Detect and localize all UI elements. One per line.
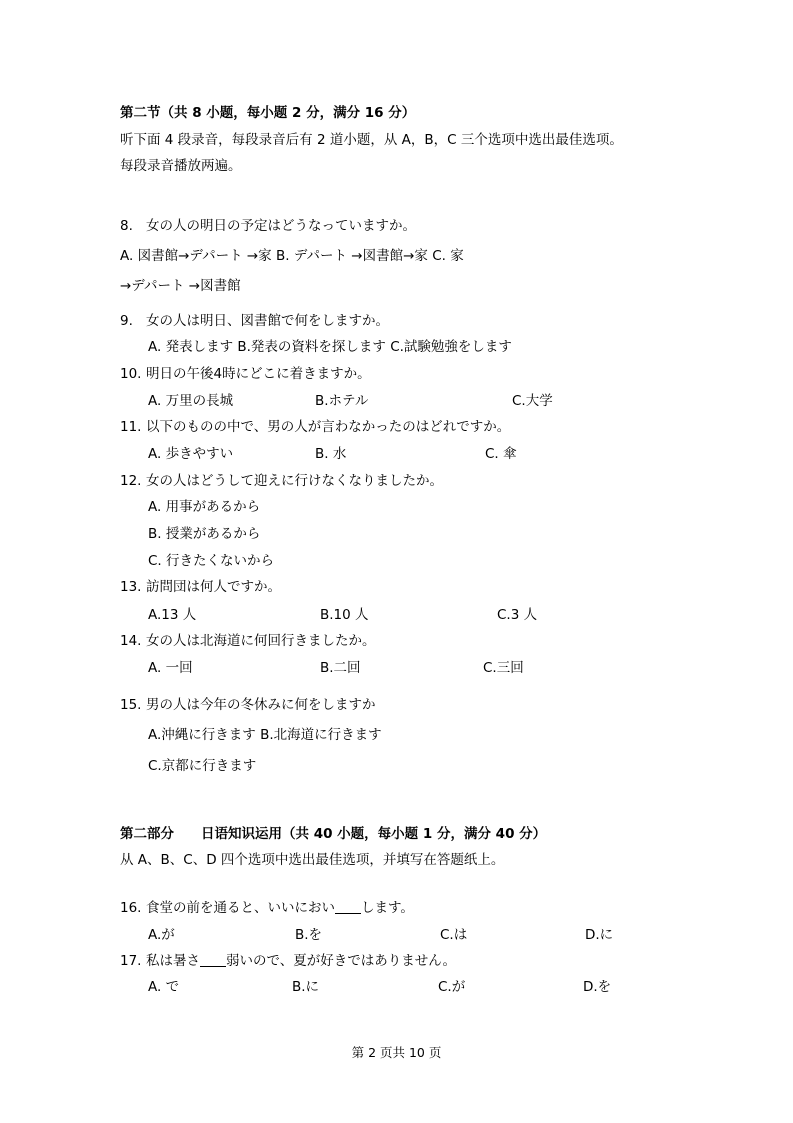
question-16 [120,899,414,917]
option-b: B.ホテル [315,393,369,409]
option-a: A. 一回 [148,660,193,676]
option-c: C.三回 [483,660,524,676]
section-instruction: 每段录音播放两遍。 [120,158,242,174]
option-c: C. 行きたくないから [148,553,275,569]
section-instruction: 听下面 4 段录音，每段录音后有 2 道小题，从 A，B，C 三个选项中选出最佳选项。 [120,132,623,148]
question-17 [120,952,456,970]
question-text: 訪問団は何人ですか。 [146,579,281,595]
question-number: 9. [120,313,133,329]
question-14 [120,632,376,650]
question-number: 8. [120,218,133,234]
question-text: 食堂の前を通ると、いいにおい [146,900,335,916]
option-c: C. 傘 [485,446,517,462]
question-number: 17. [120,953,142,969]
question-text: 女の人は明日、図書館で何をしますか。 [146,313,389,329]
question-number: 12. [120,473,142,489]
question-text: 女の人は北海道に何回行きましたか。 [146,633,376,649]
option-a: A. 万里の長城 [148,393,234,409]
question-text: します。 [361,900,414,916]
section-heading: 第二节（共 8 小题，每小题 2 分，满分 16 分） [120,105,416,121]
option-c: C.大学 [512,393,553,409]
question-text: 男の人は今年の冬休みに何をしますか [146,697,376,713]
option-b: B.に [292,979,320,995]
option-b: B. 授業があるから [148,526,261,542]
part-instruction: 从 A、B、C、D 四个选项中选出最佳选项，并填写在答题纸上。 [120,852,505,868]
question-number: 16. [120,900,142,916]
question-number: 13. [120,579,142,595]
question-text: 明日の午後4時にどこに着きますか。 [146,366,371,382]
option-a: A. で [148,979,180,995]
question-11 [120,418,510,436]
option-a: A. 歩きやすい [148,446,234,462]
option-a: A.13 人 [148,607,197,623]
part-heading: 第二部分 日语知识运用（共 40 小题，每小题 1 分，满分 40 分） [120,826,547,842]
option-d: D.に [585,927,614,943]
option-b: B.を [295,927,323,943]
question-options: →デパート →図書館 [120,278,241,294]
option-a: A.が [148,927,175,943]
question-text: 女の人はどうして迎えに行けなくなりましたか。 [146,473,443,489]
question-text: 女の人の明日の予定はどうなっていますか。 [146,218,416,234]
question-options: A. 図書館→デパート →家 B. デパート →図書館→家 C. 家 [120,248,464,264]
question-8 [120,217,416,235]
question-options: A.沖縄に行きます B.北海道に行きます [148,727,382,743]
answer-blank [200,952,226,967]
question-number: 11. [120,419,142,435]
option-b: B.二回 [320,660,361,676]
option-c: C.が [438,979,466,995]
question-13 [120,578,281,596]
question-number: 10. [120,366,142,382]
option-b: B.10 人 [320,607,369,623]
option-c: C.は [440,927,468,943]
option-d: D.を [583,979,612,995]
question-15 [120,696,376,714]
option-c: C.3 人 [497,607,538,623]
page-footer: 第 2 页共 10 页 [351,1045,442,1060]
option-b: B. 水 [315,446,347,462]
question-9 [120,312,389,330]
question-options: C.京都に行きます [148,758,257,774]
question-10 [120,365,371,383]
option-a: A. 用事があるから [148,499,261,515]
question-12 [120,472,443,490]
question-text: 弱いので、夏が好きではありません。 [226,953,457,969]
question-text: 以下のものの中で、男の人が言わなかったのはどれですか。 [146,419,511,435]
question-number: 15. [120,697,142,713]
question-text: 私は暑さ [146,953,200,969]
question-number: 14. [120,633,142,649]
answer-blank [335,899,361,914]
question-options: A. 発表します B.発表の資料を探します C.試験勉強をします [148,339,512,355]
